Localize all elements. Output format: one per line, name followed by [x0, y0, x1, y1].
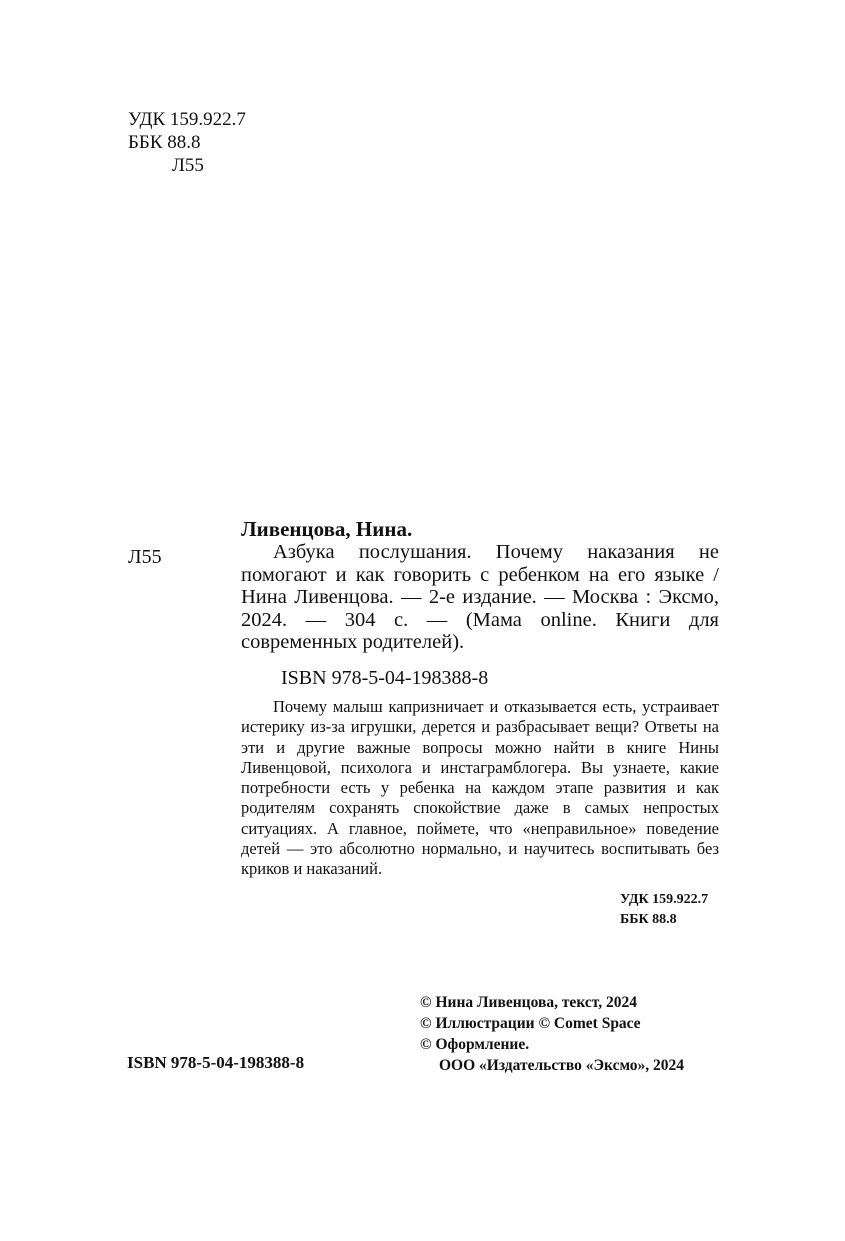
copyright-publisher: ООО «Издательство «Эксмо», 2024: [439, 1057, 685, 1074]
top-udk: УДК 159.922.7: [128, 109, 246, 130]
annotation-text: Почему малыш капризничает и отказывается есть, устраивает истерику из-за игрушки, дерется и разбрасывает вещи? Ответы на эти и другие важные вопросы можно найти в книге Нины Ливенцовой, психолога и инстаграмблогера. Вы узнаете, какие потребности есть у ребенка на каждом этапе развития и как родителям сохранять спокойствие даже в самых непростых ситуациях. А главное, поймете, что «неправильное» поведение детей — это абсолютно нормально, и научитесь воспитывать без криков и наказаний.: [241, 697, 719, 879]
copyright-design: © Оформление.: [420, 1036, 530, 1053]
bottom-bbk: ББК 88.8: [620, 912, 677, 927]
bottom-udk: УДК 159.922.7: [620, 892, 709, 907]
bibliographic-description: Азбука послушания. Почему наказания не помогают и как говорить с ребенком на его языке / Нина Ливенцова. — 2-е издание. — Москва : Эксмо, 2024. — 304 с. — (Мама online. Книги для современных родителей).: [241, 541, 719, 653]
record-author-code: Л55: [128, 546, 162, 568]
copyright-illustrations: © Иллюстрации © Comet Space: [420, 1015, 641, 1032]
top-author-code: Л55: [172, 155, 204, 176]
copyright-text: © Нина Ливенцова, текст, 2024: [420, 994, 637, 1011]
top-bbk: ББК 88.8: [128, 132, 201, 153]
bottom-isbn: ISBN 978-5-04-198388-8: [127, 1053, 305, 1072]
author-heading: Ливенцова, Нина.: [241, 517, 413, 541]
record-isbn: ISBN 978-5-04-198388-8: [281, 667, 489, 689]
